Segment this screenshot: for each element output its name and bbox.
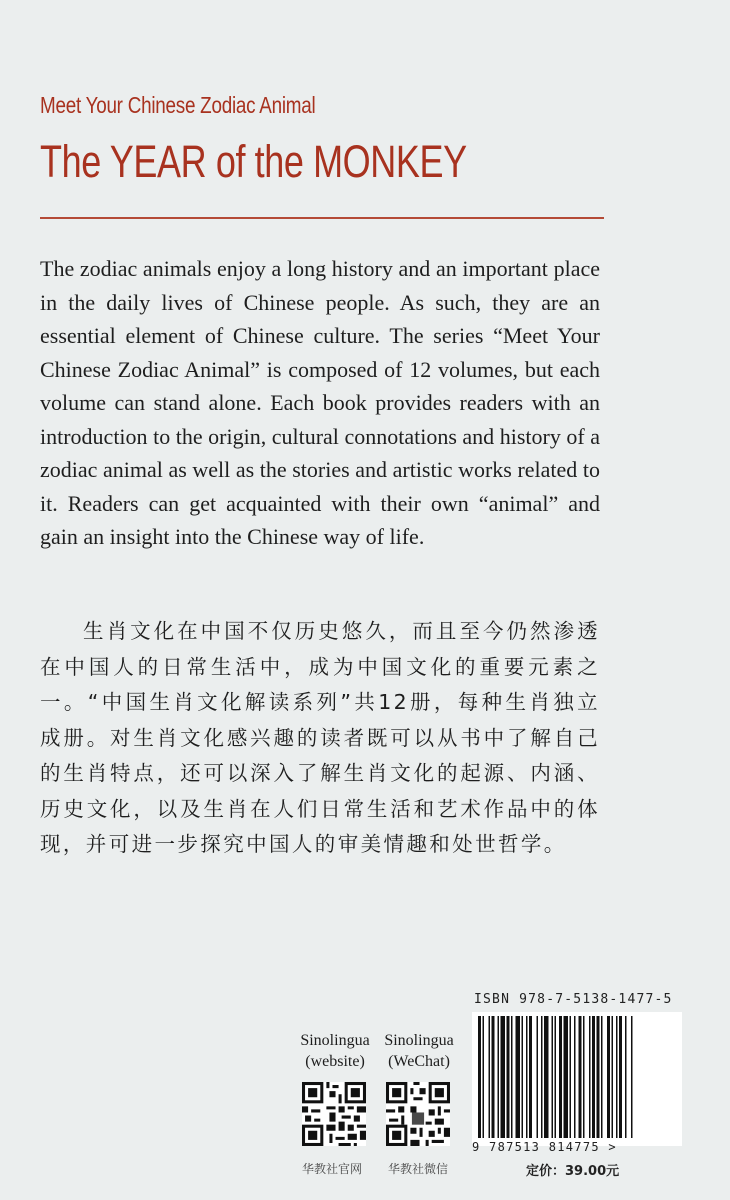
qr-wechat-label-line1: Sinolingua <box>384 1032 454 1049</box>
price-label: 定价：39.00元 <box>526 1164 620 1179</box>
barcode-bar <box>498 1016 500 1138</box>
barcode-bar <box>507 1016 510 1138</box>
barcode-bar <box>589 1016 591 1138</box>
barcode-bar <box>625 1016 627 1138</box>
qr-code-icon <box>302 1082 366 1146</box>
barcode-bar <box>526 1016 528 1138</box>
barcode-bar <box>612 1016 614 1138</box>
book-title: The YEAR of the MONKEY <box>40 136 467 187</box>
barcode-bar <box>489 1016 491 1138</box>
barcode-bar <box>574 1016 576 1138</box>
series-title: Meet Your Chinese Zodiac Animal <box>40 92 316 118</box>
barcode-bar <box>616 1016 618 1138</box>
qr-website-caption: 华教社官网 <box>302 1162 363 1176</box>
barcode-bar <box>607 1016 610 1138</box>
barcode-bar <box>529 1016 532 1138</box>
qr-code-icon <box>386 1082 450 1146</box>
barcode-bar <box>541 1016 543 1138</box>
barcode <box>472 1012 682 1146</box>
barcode-bar <box>492 1016 495 1138</box>
qr-wechat-label <box>380 1030 458 1072</box>
qr-wechat-label-line2: (WeChat) <box>388 1053 450 1070</box>
qr-website-label-line1: Sinolingua <box>300 1032 370 1049</box>
barcode-bar <box>478 1016 481 1138</box>
wechat-qr-code[interactable] <box>386 1082 450 1146</box>
barcode-bar <box>601 1016 603 1138</box>
barcode-bar <box>570 1016 572 1138</box>
barcode-bar <box>552 1016 554 1138</box>
barcode-bar <box>619 1016 622 1138</box>
website-qr-code[interactable] <box>302 1082 366 1146</box>
barcode-bar <box>597 1016 600 1138</box>
barcode-bar <box>559 1016 562 1138</box>
qr-website-label-line2: (website) <box>305 1053 365 1070</box>
barcode-bar <box>522 1016 524 1138</box>
barcode-digits: 9 787513 814775 > <box>472 1140 617 1154</box>
barcode-bar <box>511 1016 513 1138</box>
barcode-bar <box>579 1016 582 1138</box>
barcode-bars <box>472 1012 682 1140</box>
chinese-paragraph: 生肖文化在中国不仅历史悠久，而且至今仍然渗透在中国人的日常生活中，成为中国文化的重要元素之一。“中国生肖文化解读系列”共12册，每种生肖独立成册。对生肖文化感兴趣的读者既可以从书中了解自己的生肖特点，还可以深入了解生肖文化的起源、内涵、历史文化，以及生肖在人们日常生活和艺术作品中的体现，并可进一步探究中国人的审美情趣和处世哲学。 <box>40 619 600 856</box>
english-paragraph: The zodiac animals enjoy a long history and an important place in the daily lives of Chinese people. As such, they are an essential element of Chinese culture. The series “Meet Your Chinese Zodiac Animal” is composed of 12 volumes, but each volume can stand alone. Each book provides readers with an introduction to the origin, cultural connotations and history of a zodiac animal as well as the stories and artistic works related to it. Readers can get acquainted with their own “animal” and gain an insight into the Chinese way of life. <box>40 256 600 549</box>
barcode-bar <box>631 1016 633 1138</box>
qr-website-label <box>296 1030 374 1072</box>
barcode-bar <box>483 1016 485 1138</box>
barcode-bar <box>555 1016 557 1138</box>
barcode-bar <box>564 1016 569 1138</box>
barcode-bar <box>537 1016 539 1138</box>
barcode-bar <box>516 1016 521 1138</box>
isbn-number: ISBN 978-7-5138-1477-5 <box>474 992 673 1007</box>
barcode-bar <box>544 1016 549 1138</box>
barcode-bar <box>501 1016 506 1138</box>
barcode-bar <box>583 1016 585 1138</box>
chinese-description <box>40 614 600 863</box>
english-description <box>40 252 600 554</box>
qr-wechat-caption: 华教社微信 <box>388 1162 449 1176</box>
title-divider <box>40 217 604 219</box>
barcode-bar <box>592 1016 595 1138</box>
